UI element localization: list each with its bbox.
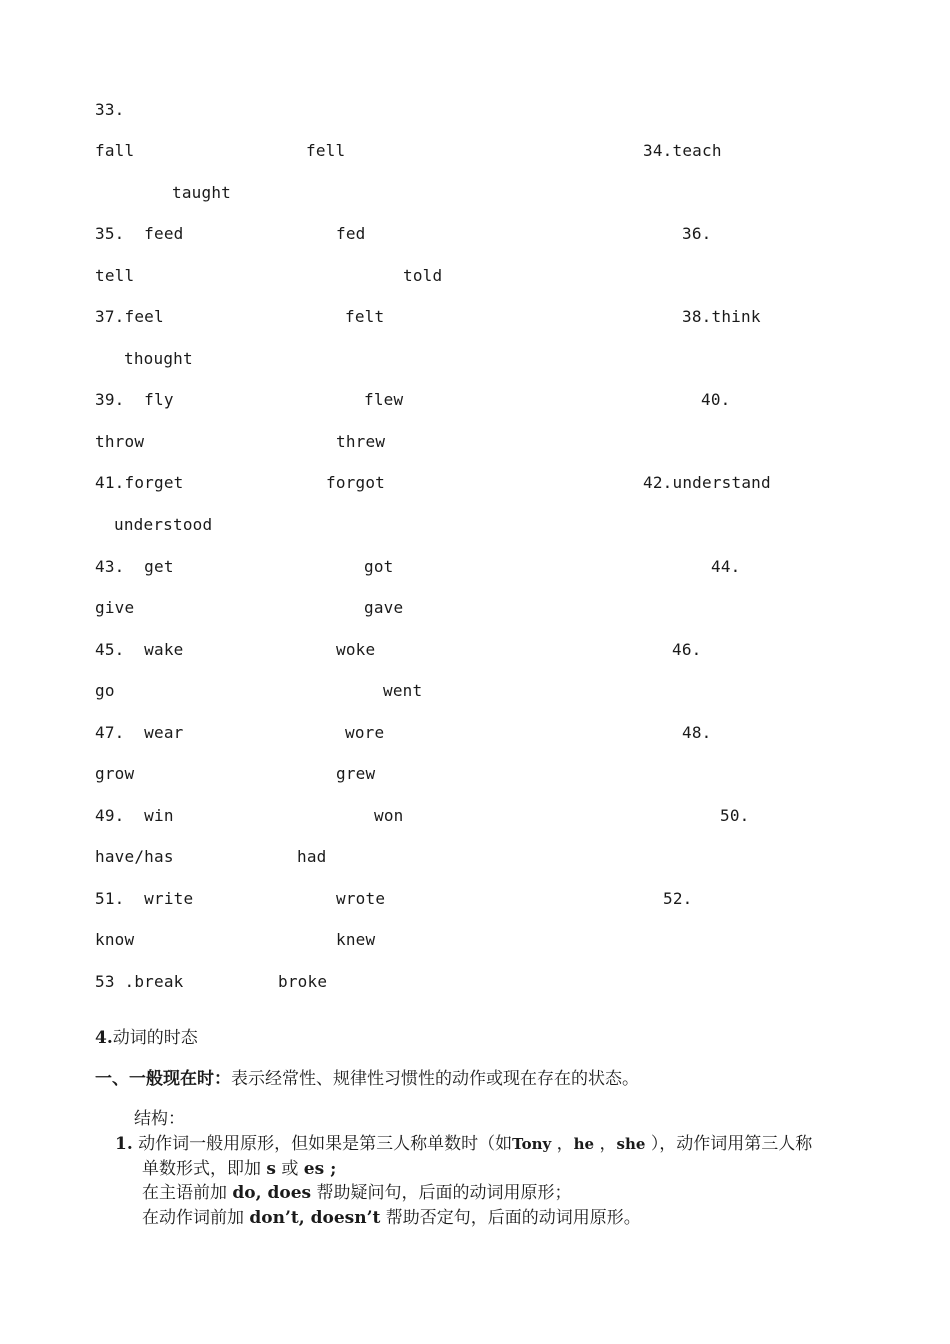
verb-base-forget: 41.forget [95, 473, 184, 492]
example-he: he [573, 1135, 595, 1153]
verb-past-wore: wore [345, 723, 385, 742]
rule-1-number: 1. [115, 1134, 133, 1154]
verb-past-threw: threw [336, 432, 386, 451]
example-she: she [616, 1135, 646, 1153]
verb-number-44: 44. [711, 557, 741, 576]
verb-number-33: 33. [95, 100, 125, 119]
section-heading [95, 1027, 198, 1049]
verb-past-broke: broke [278, 972, 328, 991]
verb-base-throw: throw [95, 432, 145, 451]
verb-past-knew: knew [336, 930, 376, 949]
verb-base-have-has: have/has [95, 847, 174, 866]
rule-2-line [142, 1182, 572, 1204]
verb-base-get: 43. get [95, 557, 174, 576]
verb-past-gave: gave [364, 598, 404, 617]
rule-3-text-b: 帮助否定句，后面的动词用原形。 [385, 1208, 641, 1228]
verb-past-told: told [403, 266, 443, 285]
rule-1-line-2 [142, 1158, 336, 1180]
verb-base-fly: 39. fly [95, 390, 174, 409]
structure-label: 结构： [134, 1109, 185, 1129]
or-word: 或 [281, 1159, 299, 1179]
verb-base-understand: 42.understand [643, 473, 771, 492]
verb-past-won: won [374, 806, 404, 825]
rule-1-text-c: 单数形式，即加 [142, 1159, 261, 1179]
present-tense-title: 一、一般现在时： [95, 1069, 231, 1089]
verb-number-36: 36. [682, 224, 712, 243]
verb-past-fell: fell [306, 141, 346, 160]
section-heading-number: 4. [95, 1028, 113, 1048]
verb-past-got: got [364, 557, 394, 576]
verb-base-wear: 47. wear [95, 723, 184, 742]
example-separator-2: ， [599, 1134, 617, 1154]
verb-base-give: give [95, 598, 135, 617]
verb-base-break: 53 .break [95, 972, 184, 991]
example-tony: Tony [512, 1135, 552, 1153]
verb-base-fall: fall [95, 141, 135, 160]
verb-number-46: 46. [672, 640, 702, 659]
verb-past-grew: grew [336, 764, 376, 783]
rule-2-text-b: 帮助疑问句，后面的动词用原形； [316, 1183, 572, 1203]
verb-past-thought: thought [124, 349, 193, 368]
example-separator-1: ， [556, 1134, 574, 1154]
verb-past-wrote: wrote [336, 889, 386, 908]
verb-base-feel: 37.feel [95, 307, 164, 326]
section-heading-text: 动词的时态 [112, 1028, 198, 1048]
verb-base-write: 51. write [95, 889, 194, 908]
suffix-es: es ; [303, 1159, 337, 1179]
verb-base-tell: tell [95, 266, 135, 285]
verb-number-50: 50. [720, 806, 750, 825]
verb-past-had: had [297, 847, 327, 866]
rule-2-text-a: 在主语前加 [142, 1183, 227, 1203]
suffix-s: s [266, 1159, 276, 1179]
verb-past-fed: fed [336, 224, 366, 243]
rule-1-text-b: ），动作词用第三人称 [650, 1134, 813, 1154]
verb-base-wake: 45. wake [95, 640, 184, 659]
verb-base-think: 38.think [682, 307, 761, 326]
verb-past-felt: felt [345, 307, 385, 326]
verb-past-flew: flew [364, 390, 404, 409]
verb-number-52: 52. [663, 889, 693, 908]
present-tense-definition [95, 1068, 639, 1090]
verb-base-win: 49. win [95, 806, 174, 825]
verb-number-40: 40. [701, 390, 731, 409]
present-tense-description: 表示经常性、规律性习惯性的动作或现在存在的状态。 [231, 1069, 639, 1089]
verb-past-taught: taught [172, 183, 231, 202]
rule-3-text-a: 在动作词前加 [142, 1208, 244, 1228]
verb-base-go: go [95, 681, 115, 700]
verb-past-woke: woke [336, 640, 376, 659]
rule-3-dont-doesnt: don’t, doesn’t [249, 1208, 381, 1228]
rule-2-do-does: do, does [232, 1183, 312, 1203]
verb-past-forgot: forgot [326, 473, 385, 492]
verb-base-feed: 35. feed [95, 224, 184, 243]
verb-base-know: know [95, 930, 135, 949]
rule-1-line-1 [115, 1133, 812, 1155]
verb-base-teach: 34.teach [643, 141, 722, 160]
verb-past-understood: understood [114, 515, 213, 534]
rule-3-line [142, 1207, 641, 1229]
verb-base-grow: grow [95, 764, 135, 783]
verb-past-went: went [383, 681, 423, 700]
verb-number-48: 48. [682, 723, 712, 742]
rule-1-text-a: 动作词一般用原形，但如果是第三人称单数时（如 [138, 1134, 513, 1154]
